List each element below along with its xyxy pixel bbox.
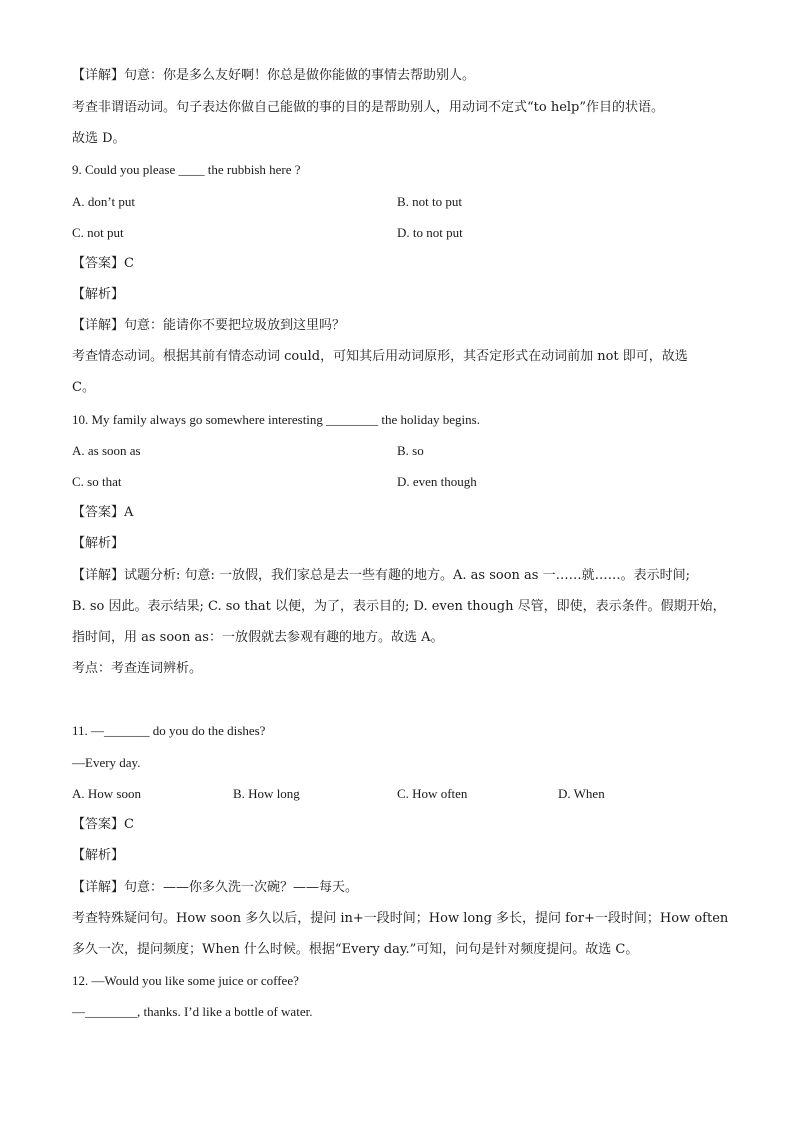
q10-option-b: B. so [397, 443, 424, 458]
q10-option-c: C. so that [72, 474, 122, 489]
q9-analysis-label: 【解析】 [72, 287, 125, 302]
q10-detail-line-2: B. so 因此。表示结果; C. so that 以便，为了，表示目的; D. even though 尽管，即使，表示条件。假期开始， [72, 599, 726, 614]
q11-reply: —Every day. [72, 755, 141, 770]
q11-option-d: D. When [558, 786, 605, 801]
q11-explanation-line-2: 多久一次，提问频度；When 什么时候。根据“Every day.”可知，问句是针对频度提问。故选 C。 [72, 942, 639, 957]
q11-analysis-label: 【解析】 [72, 848, 125, 863]
q12-question: 12. —Would you like some juice or coffee? [72, 973, 299, 988]
q9-detail: 【详解】句意：能请你不要把垃圾放到这里吗？ [72, 318, 346, 333]
q9-question: 9. Could you please ____ the rubbish here ? [72, 162, 301, 177]
q11-option-c: C. How often [397, 786, 468, 801]
q11-option-a: A. How soon [72, 786, 141, 801]
q11-explanation-line-1: 考查特殊疑问句。How soon 多久以后，提问 in+一段时间；How long 多长，提问 for+一段时间；How often [72, 911, 729, 926]
q10-option-a: A. as soon as [72, 443, 141, 458]
q12-reply: —________, thanks. I’d like a bottle of water. [72, 1004, 313, 1019]
q8-detail: 【详解】句意：你是多么友好啊！你总是做你能做的事情去帮助别人。 [72, 68, 476, 83]
q9-option-b: B. not to put [397, 194, 463, 209]
q10-analysis-label: 【解析】 [72, 536, 125, 551]
q9-explanation-line-2: C。 [72, 380, 95, 395]
q10-detail-line-3: 指时间，用 as soon as：一放假就去参观有趣的地方。故选 A。 [72, 630, 444, 645]
q9-answer: 【答案】C [72, 256, 134, 271]
q8-explanation-line-1: 考查非谓语动词。句子表达你做自己能做的事的目的是帮助别人，用动词不定式“to help”作目的状语。 [72, 100, 665, 115]
q10-test-point: 考点：考查连词辨析。 [72, 661, 203, 676]
q9-option-d: D. to not put [397, 225, 463, 240]
q9-option-a: A. don’t put [72, 194, 135, 209]
q11-question: 11. —_______ do you do the dishes? [72, 723, 266, 738]
q10-option-d: D. even though [397, 474, 477, 489]
q10-question: 10. My family always go somewhere interesting ________ the holiday begins. [72, 412, 480, 427]
q10-detail-line-1: 【详解】试题分析: 句意: 一放假，我们家总是去一些有趣的地方。A. as soon as 一……就……。表示时间; [72, 568, 690, 583]
q10-answer: 【答案】A [72, 505, 134, 520]
q9-option-c: C. not put [72, 225, 124, 240]
q9-explanation-line-1: 考查情态动词。根据其前有情态动词 could，可知其后用动词原形，其否定形式在动词前加 not 即可，故选 [72, 349, 688, 364]
q11-answer: 【答案】C [72, 817, 134, 832]
q8-explanation-line-2: 故选 D。 [72, 131, 126, 146]
q11-option-b: B. How long [233, 786, 300, 801]
q11-detail: 【详解】句意：——你多久洗一次碗？——每天。 [72, 880, 359, 895]
